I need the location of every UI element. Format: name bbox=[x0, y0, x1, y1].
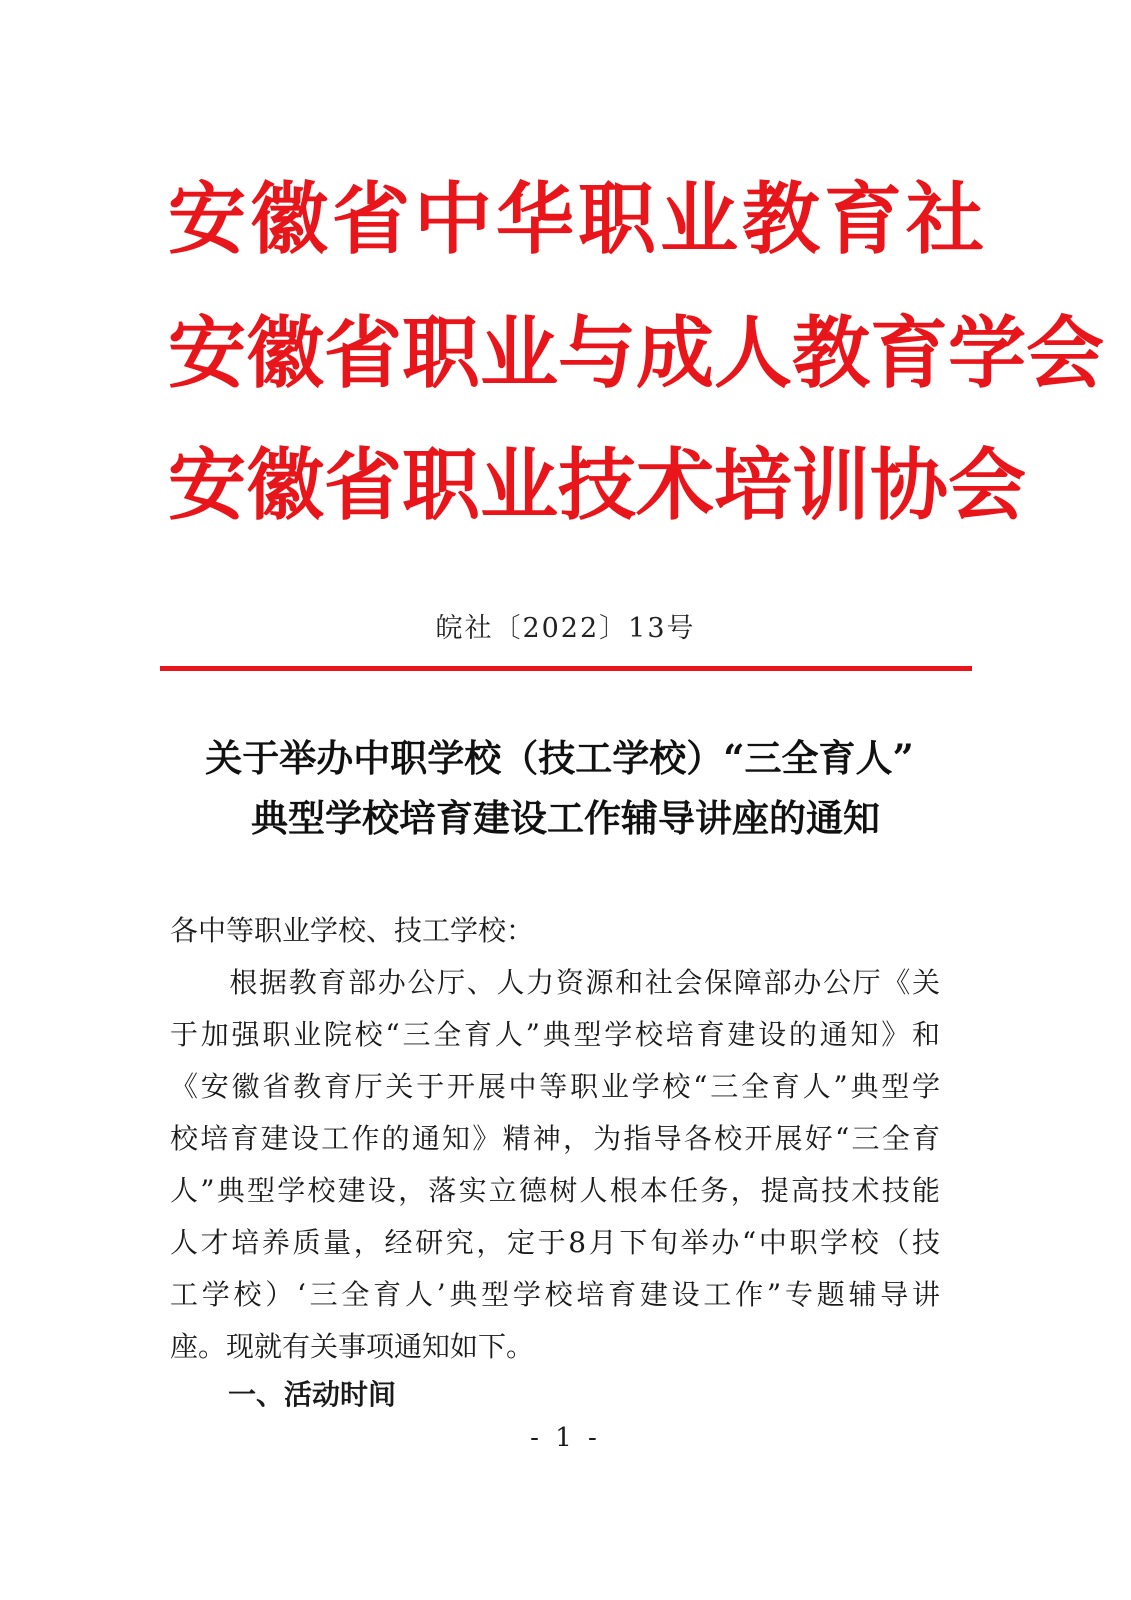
organization-name-1: 安徽省中华职业教育社 bbox=[168, 174, 989, 265]
document-number: 皖社〔2022〕13号 bbox=[435, 613, 696, 644]
salutation: 各中等职业学校、技工学校： bbox=[170, 914, 535, 947]
paragraph-line: 座。现就有关事项通知如下。 bbox=[170, 1330, 535, 1363]
organization-name-3: 安徽省职业技术培训协会 bbox=[168, 440, 1027, 531]
organization-name-2: 安徽省职业与成人教育学会 bbox=[168, 308, 1105, 399]
title-line-1: 关于举办中职学校（技工学校）“三全育人” bbox=[205, 736, 914, 780]
paragraph-line: 于加强职业院校“三全育人”典型学校培育建设的通知》和 bbox=[170, 1018, 940, 1051]
paragraph-line: 校培育建设工作的通知》精神，为指导各校开展好“三全育 bbox=[170, 1122, 940, 1155]
paragraph-line: 《安徽省教育厅关于开展中等职业学校“三全育人”典型学 bbox=[170, 1070, 940, 1103]
page-number: - 1 - bbox=[530, 1423, 601, 1453]
section-heading: 一、活动时间 bbox=[228, 1378, 397, 1411]
paragraph-line: 根据教育部办公厅、人力资源和社会保障部办公厅《关 bbox=[170, 966, 940, 999]
title-line-2: 典型学校培育建设工作辅导讲座的通知 bbox=[251, 796, 880, 840]
paragraph-line: 工学校）‘三全育人’典型学校培育建设工作”专题辅导讲 bbox=[170, 1278, 940, 1311]
paragraph-line: 人”典型学校建设，落实立德树人根本任务，提高技术技能 bbox=[170, 1174, 940, 1207]
paragraph-line: 人才培养质量，经研究，定于8月下旬举办“中职学校（技 bbox=[170, 1226, 940, 1259]
red-divider-line bbox=[160, 666, 972, 671]
